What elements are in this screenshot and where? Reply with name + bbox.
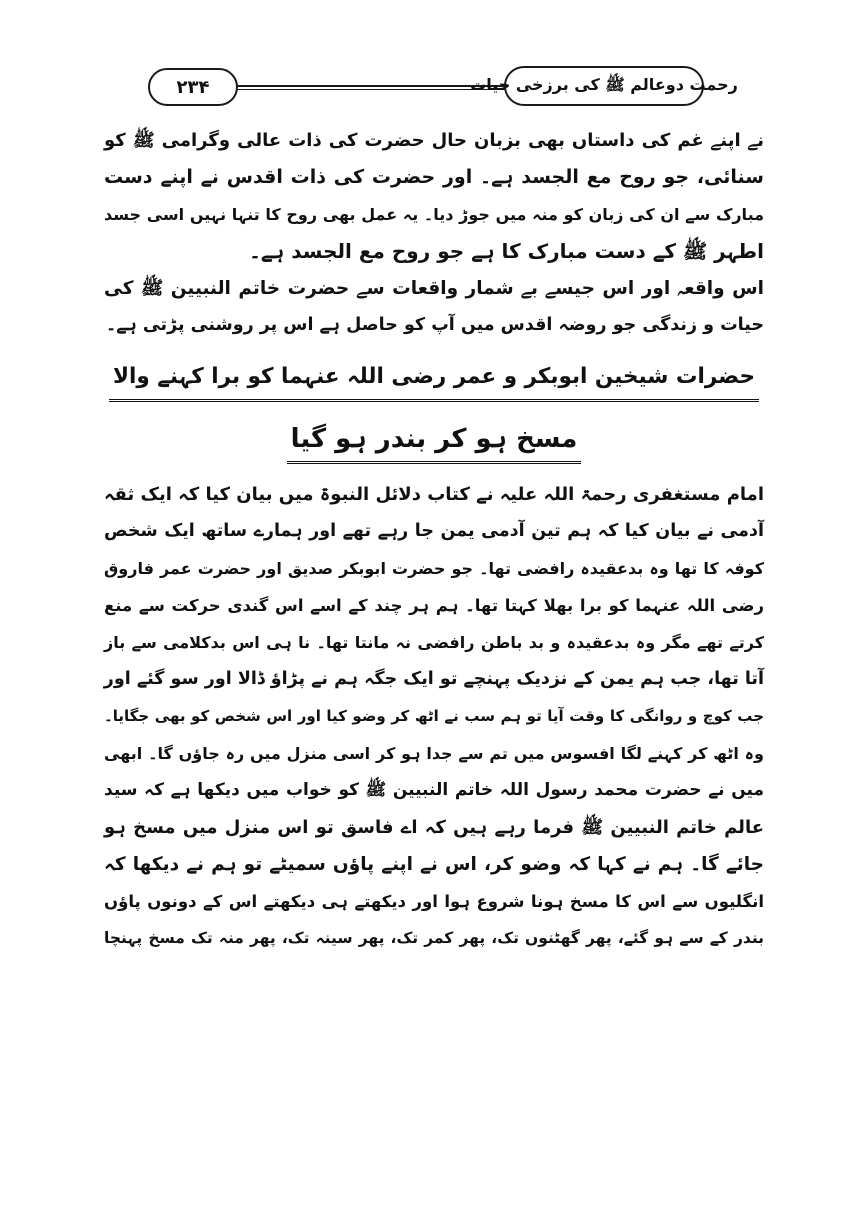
heading-line-1: حضرات شیخین ابوبکر و عمر رضی اللہ عنہما کو برا کہنے والا	[109, 355, 759, 402]
text-line: آدمی نے بیان کیا کہ ہم تین آدمی یمن جا رہے تھے اور ہمارے ساتھ ایک شخص	[104, 521, 764, 541]
text-line: بندر کے سے ہو گئے، پھر گھٹنوں تک، پھر کمر تک، پھر سینہ تک، پھر منہ تک مسخ پہنچا	[104, 929, 764, 947]
running-title: رحمت دوعالم ﷺ کی برزخی حیات	[504, 66, 704, 106]
page-header	[148, 66, 738, 106]
text-line: اس واقعہ اور اس جیسے بے شمار واقعات سے حضرت خاتم النبیین ﷺ کی	[104, 278, 764, 299]
text-line: مبارک سے ان کی زبان کو منہ میں جوڑ دیا۔ یہ عمل بھی روح کا تنہا نہیں اسی جسد	[104, 205, 764, 224]
header-rule	[208, 85, 514, 87]
text-line: سنائی، جو روح مع الجسد ہے۔ اور حضرت کی ذات اقدس نے اپنے دست	[104, 166, 764, 188]
story-paragraph	[104, 476, 764, 957]
text-line: میں نے حضرت محمد رسول اللہ خاتم النبیین ﷺ کو خواب میں دیکھا ہے کہ سید	[104, 780, 764, 800]
section-heading	[104, 348, 764, 476]
body-text	[104, 122, 764, 957]
text-line: کرتے تھے مگر وہ بدعقیدہ و بد باطن رافضی نہ مانتا تھا۔ نا ہی اس بدکلامی سے باز	[104, 633, 764, 652]
text-line: انگلیوں سے اس کا مسخ ہونا شروع ہوا اور دیکھتے ہی دیکھتے اس کے دونوں پاؤں	[104, 892, 764, 911]
text-line: نے اپنے غم کی داستاں بھی بزبان حال حضرت کی ذات عالی وگرامی ﷺ کو	[104, 130, 764, 151]
heading-line-2: مسخ ہو کر بندر ہو گیا	[287, 417, 582, 464]
header-rule-thin	[208, 89, 514, 90]
text-line: حیات و زندگی جو روضہ اقدس میں آپ کو حاصل ہے اس پر روشنی پڑتی ہے۔	[105, 315, 764, 335]
text-line: جائے گا۔ ہم نے کہا کہ وضو کر، اس نے اپنے پاؤں سمیٹے تو ہم نے دیکھا کہ	[104, 854, 764, 875]
page-number: ۲۳۴	[148, 68, 238, 106]
text-line: جب کوچ و روانگی کا وقت آیا تو ہم سب نے اٹھ کر وضو کیا اور اس شخص کو بھی جگایا۔	[104, 707, 764, 725]
text-line: اطہر ﷺ کے دست مبارک کا ہے جو روح مع الجسد ہے۔	[249, 239, 764, 263]
text-line: وہ اٹھ کر کہنے لگا افسوس میں تم سے جدا ہو کر اسی منزل میں رہ جاؤں گا۔ ابھی	[104, 744, 764, 763]
text-line: رضی اللہ عنہما کو برا بھلا کہتا تھا۔ ہم ہر چند کے اسے اس گندی حرکت سے منع	[104, 596, 764, 615]
paragraph-1	[104, 122, 764, 270]
text-line: آتا تھا، جب ہم یمن کے نزدیک پہنچے تو ایک جگہ ہم نے پڑاؤ ڈالا اور سو گئے اور	[103, 669, 764, 689]
text-line: امام مستغفری رحمۃ اللہ علیہ نے کتاب دلائل النبوۃ میں بیان کیا کہ ایک ثقہ	[104, 484, 764, 505]
paragraph-2	[104, 270, 764, 344]
text-line: عالم خاتم النبیین ﷺ فرما رہے ہیں کہ اے فاسق تو اس منزل میں مسخ ہو	[104, 817, 764, 838]
text-line: کوفہ کا تھا وہ بدعقیدہ رافضی تھا۔ جو حضرت ابوبکر صدیق اور حضرت عمر فاروق	[104, 559, 764, 578]
